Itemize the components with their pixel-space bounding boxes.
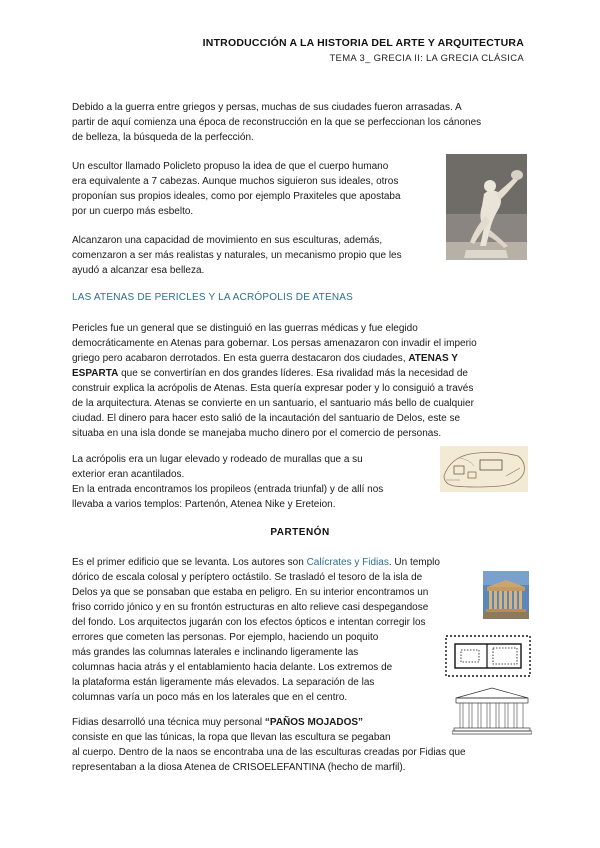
header-subtitle: TEMA 3_ GRECIA II: LA GRECIA CLÁSICA <box>329 53 524 64</box>
text-line <box>72 366 477 381</box>
section-title: LAS ATENAS DE PERICLES Y LA ACRÓPOLIS DE ATENAS <box>72 292 353 303</box>
text-line: La acrópolis era un lugar elevado y rodeado de murallas que a su <box>72 454 363 465</box>
text-line: comenzaron a ser más realistas y naturales, un mecanismo propio que les <box>72 250 402 261</box>
text-line: En la entrada encontramos los propileos (entrada triunfal) y de allí nos <box>72 484 384 495</box>
discobolus-sculpture-image <box>446 154 527 260</box>
authors-highlight: Calícrates y Fidias <box>306 557 389 568</box>
text-line: era equivalente a 7 cabezas. Aunque muchos siguieron sus ideales, otros <box>72 176 399 187</box>
text-segment: griego pero acabaron derrotados. En esta guerra destacaron dos ciudades, <box>72 353 409 364</box>
text-line: ciudad. El dinero para hacer esto salió de la incautación del santuario de Delos, este se <box>72 413 461 424</box>
text-line: más grandes las columnas laterales e inclinando ligeramente las <box>72 647 359 658</box>
intro-paragraph <box>72 100 481 145</box>
text-line <box>72 715 466 730</box>
text-line <box>72 351 477 366</box>
text-segment: que se convertirían en dos grandes líderes. Esa rivalidad más la necesidad de <box>118 368 468 379</box>
text-line: Pericles fue un general que se distinguió en las guerras médicas y fue elegido <box>72 323 418 334</box>
acropolis-paragraph <box>72 452 383 512</box>
text-line: de la arquitectura. Atenas se convierte en un santuario, el santuario más bello de cualquier <box>72 398 474 409</box>
text-line: proponían sus propios ideales, como por ejemplo Praxiteles que apostaba <box>72 191 401 202</box>
parthenon-photo <box>483 571 529 619</box>
fidias-paragraph <box>72 715 466 775</box>
text-line: construir explica la acrópolis de Atenas. Esta quería expresar poder y lo consiguió a través <box>72 383 474 394</box>
text-line: representaban a la diosa Atenea de CRISOELEFANTINA (hecho de marfil). <box>72 762 406 773</box>
text-line: Alcanzaron una capacidad de movimiento en sus esculturas, además, <box>72 235 383 246</box>
bold-text: ATENAS Y <box>408 353 458 364</box>
parthenon-floor-plan <box>443 632 533 680</box>
text-line: situaba en una isla donde se manejaba mucho dinero por el comercio de personas. <box>72 428 442 439</box>
text-line: por un cuerpo más esbelto. <box>72 206 194 217</box>
text-line: la plataforma están ligeramente más elevados. La separación de las <box>72 677 375 688</box>
header-title: INTRODUCCIÓN A LA HISTORIA DEL ARTE Y ARQUITECTURA <box>202 37 524 49</box>
polycleitus-paragraph <box>72 159 401 219</box>
text-line: del fondo. Los arquitectos jugarán con los efectos ópticos e intentan corregir los <box>72 617 426 628</box>
text-line: consiste en que las túnicas, la ropa que llevan las escultura se pegaban <box>72 732 391 743</box>
text-line: llevaba a varios templos: Partenón, Atenea Nike y Ereteion. <box>72 499 336 510</box>
text-line: errores que cometen las personas. Por ejemplo, haciendo un poquito <box>72 632 379 643</box>
bold-text: ESPARTA <box>72 368 119 379</box>
text-line: Un escultor llamado Policleto propuso la idea de que el cuerpo humano <box>72 161 389 172</box>
text-line: ayudó a alcanzar esa belleza. <box>72 265 205 276</box>
text-line: dórico de escala colosal y períptero octástilo. Se trasladó el tesoro de la isla de <box>72 572 423 583</box>
text-line: exterior eran acantilados. <box>72 469 185 480</box>
text-segment: Es el primer edificio que se levanta. Los autores son <box>72 557 307 568</box>
text-line: Debido a la guerra entre griegos y persas, muchas de sus ciudades fueron arrasadas. A <box>72 102 462 113</box>
parthenon-heading: PARTENÓN <box>270 527 330 538</box>
text-segment: Fidias desarrolló una técnica muy personal <box>72 717 265 728</box>
text-segment: . Un templo <box>388 557 440 568</box>
text-line <box>72 555 440 570</box>
acropolis-plan-image <box>440 446 528 492</box>
text-line: friso corrido jónico y en su frontón estructuras en alto relieve casi despegandose <box>72 602 429 613</box>
movement-paragraph <box>72 233 402 278</box>
text-line: democráticamente en Atenas para gobernar. Los persas amenazaron con invadir el imperio <box>72 338 477 349</box>
pericles-paragraph <box>72 321 477 441</box>
text-line: columnas varía un poco más en los laterales que en el centro. <box>72 692 348 703</box>
parthenon-paragraph <box>72 555 440 705</box>
text-line: Delos ya que se ponsaban que estaba en peligro. En su interior encontramos un <box>72 587 429 598</box>
text-line: partir de aquí comienza una época de reconstrucción en la que se perfeccionan los cánones <box>72 117 482 128</box>
bold-text: “PAÑOS MOJADOS” <box>264 717 364 728</box>
text-line: al cuerpo. Dentro de la naos se encontraba una de las esculturas creadas por Fidias que <box>72 747 466 758</box>
text-line: de belleza, la búsqueda de la perfección. <box>72 132 254 143</box>
text-line: columnas hacia atrás y el entablamiento hacia delante. Los extremos de <box>72 662 393 673</box>
